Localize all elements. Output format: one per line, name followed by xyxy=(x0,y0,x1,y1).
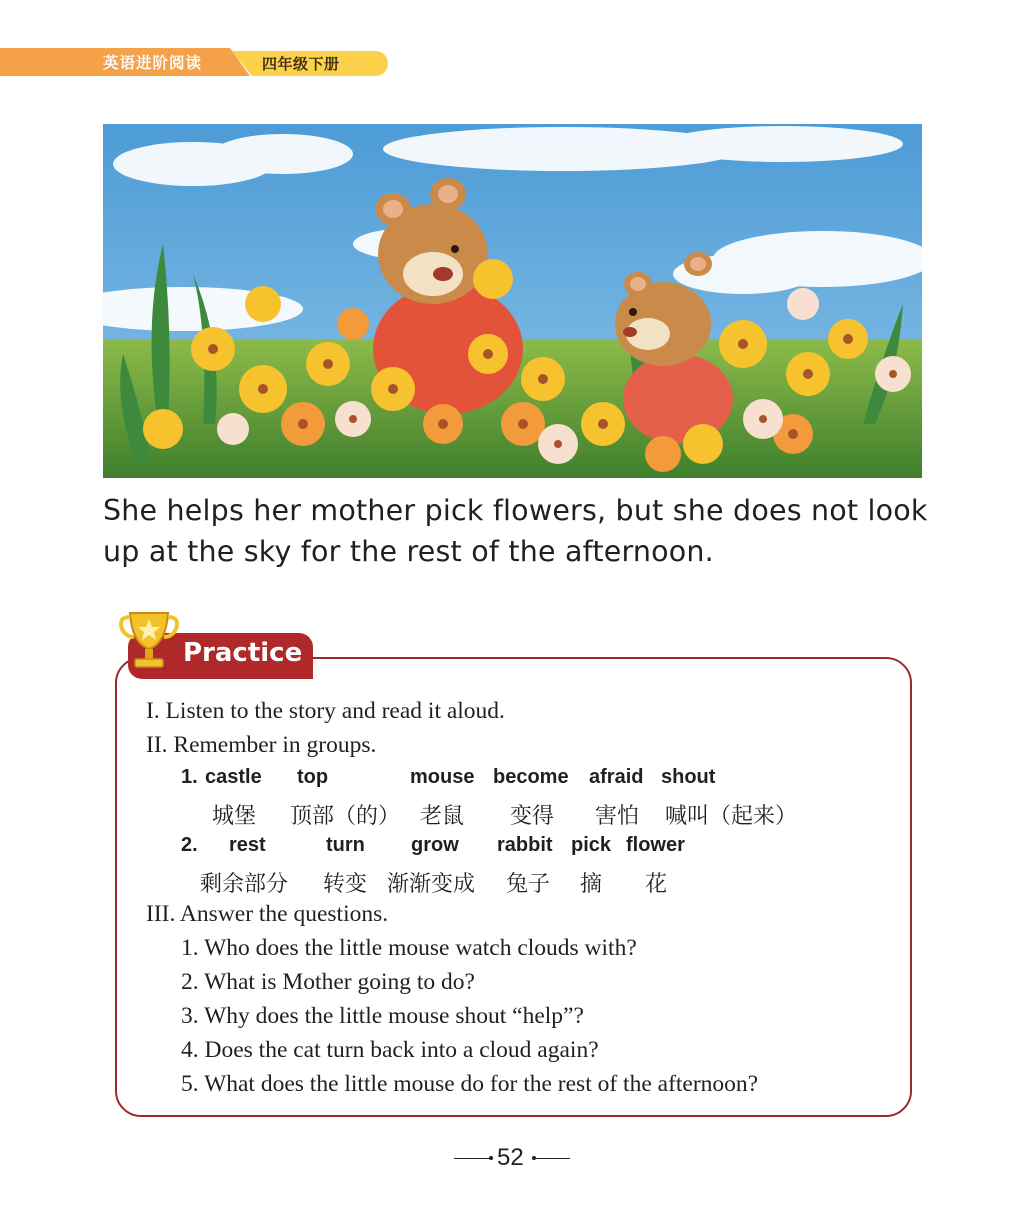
question-item: 4. Does the cat turn back into a cloud again? xyxy=(181,1037,599,1063)
series-title: 英语进阶阅读 xyxy=(103,54,203,72)
group-1-number: 1. xyxy=(181,766,198,788)
vocab-word: top xyxy=(297,766,329,788)
vocab-word: pick xyxy=(571,834,612,856)
vocab-word: grow xyxy=(411,834,459,856)
page-number-rule-right xyxy=(534,1158,570,1159)
vocab-meaning: 渐渐变成 xyxy=(387,872,476,897)
vocab-meaning: 变得 xyxy=(510,804,555,829)
page-number-rule-left xyxy=(454,1158,490,1159)
story-illustration xyxy=(103,124,922,478)
vocab-meaning: 喊叫（起来） xyxy=(665,804,798,829)
grade-label: 四年级下册 xyxy=(262,55,340,73)
vocab-word: shout xyxy=(661,766,716,788)
vocab-meaning: 摘 xyxy=(580,872,603,897)
vocab-meaning: 兔子 xyxy=(506,872,551,897)
page-number: 52 xyxy=(497,1144,524,1171)
story-line-2: up at the sky for the rest of the afternoon. xyxy=(103,535,714,568)
vocab-word: flower xyxy=(626,834,685,856)
story-line-1: She helps her mother pick flowers, but she does not look xyxy=(103,494,928,527)
page-number-dot-left xyxy=(489,1156,493,1160)
vocab-meaning: 顶部（的） xyxy=(290,804,401,829)
section-2-heading: II. Remember in groups. xyxy=(146,732,377,758)
vocab-word: become xyxy=(493,766,569,788)
vocab-word: castle xyxy=(205,766,262,788)
vocab-meaning: 剩余部分 xyxy=(200,872,289,897)
trophy-icon xyxy=(118,605,180,680)
question-item: 3. Why does the little mouse shout “help”? xyxy=(181,1003,584,1029)
question-item: 5. What does the little mouse do for the rest of the afternoon? xyxy=(181,1071,759,1097)
section-1-heading: I. Listen to the story and read it aloud. xyxy=(146,698,505,724)
question-item: 1. Who does the little mouse watch clouds with? xyxy=(181,935,637,961)
group-2-number: 2. xyxy=(181,834,198,856)
vocab-meaning: 害怕 xyxy=(595,804,640,829)
vocab-word: afraid xyxy=(589,766,644,788)
section-3-heading: III. Answer the questions. xyxy=(146,901,389,927)
vocab-meaning: 老鼠 xyxy=(420,804,465,829)
vocab-word: mouse xyxy=(410,766,475,788)
question-item: 2. What is Mother going to do? xyxy=(181,969,475,995)
vocab-meaning: 花 xyxy=(645,872,668,897)
story-text xyxy=(103,490,933,572)
practice-label: Practice xyxy=(183,638,303,668)
vocab-meaning: 城堡 xyxy=(212,804,257,829)
vocab-word: turn xyxy=(326,834,365,856)
vocab-meaning: 转变 xyxy=(323,872,368,897)
vocab-word: rest xyxy=(229,834,266,856)
vocab-word: rabbit xyxy=(497,834,553,856)
mice-in-flower-field-illustration xyxy=(103,124,922,478)
